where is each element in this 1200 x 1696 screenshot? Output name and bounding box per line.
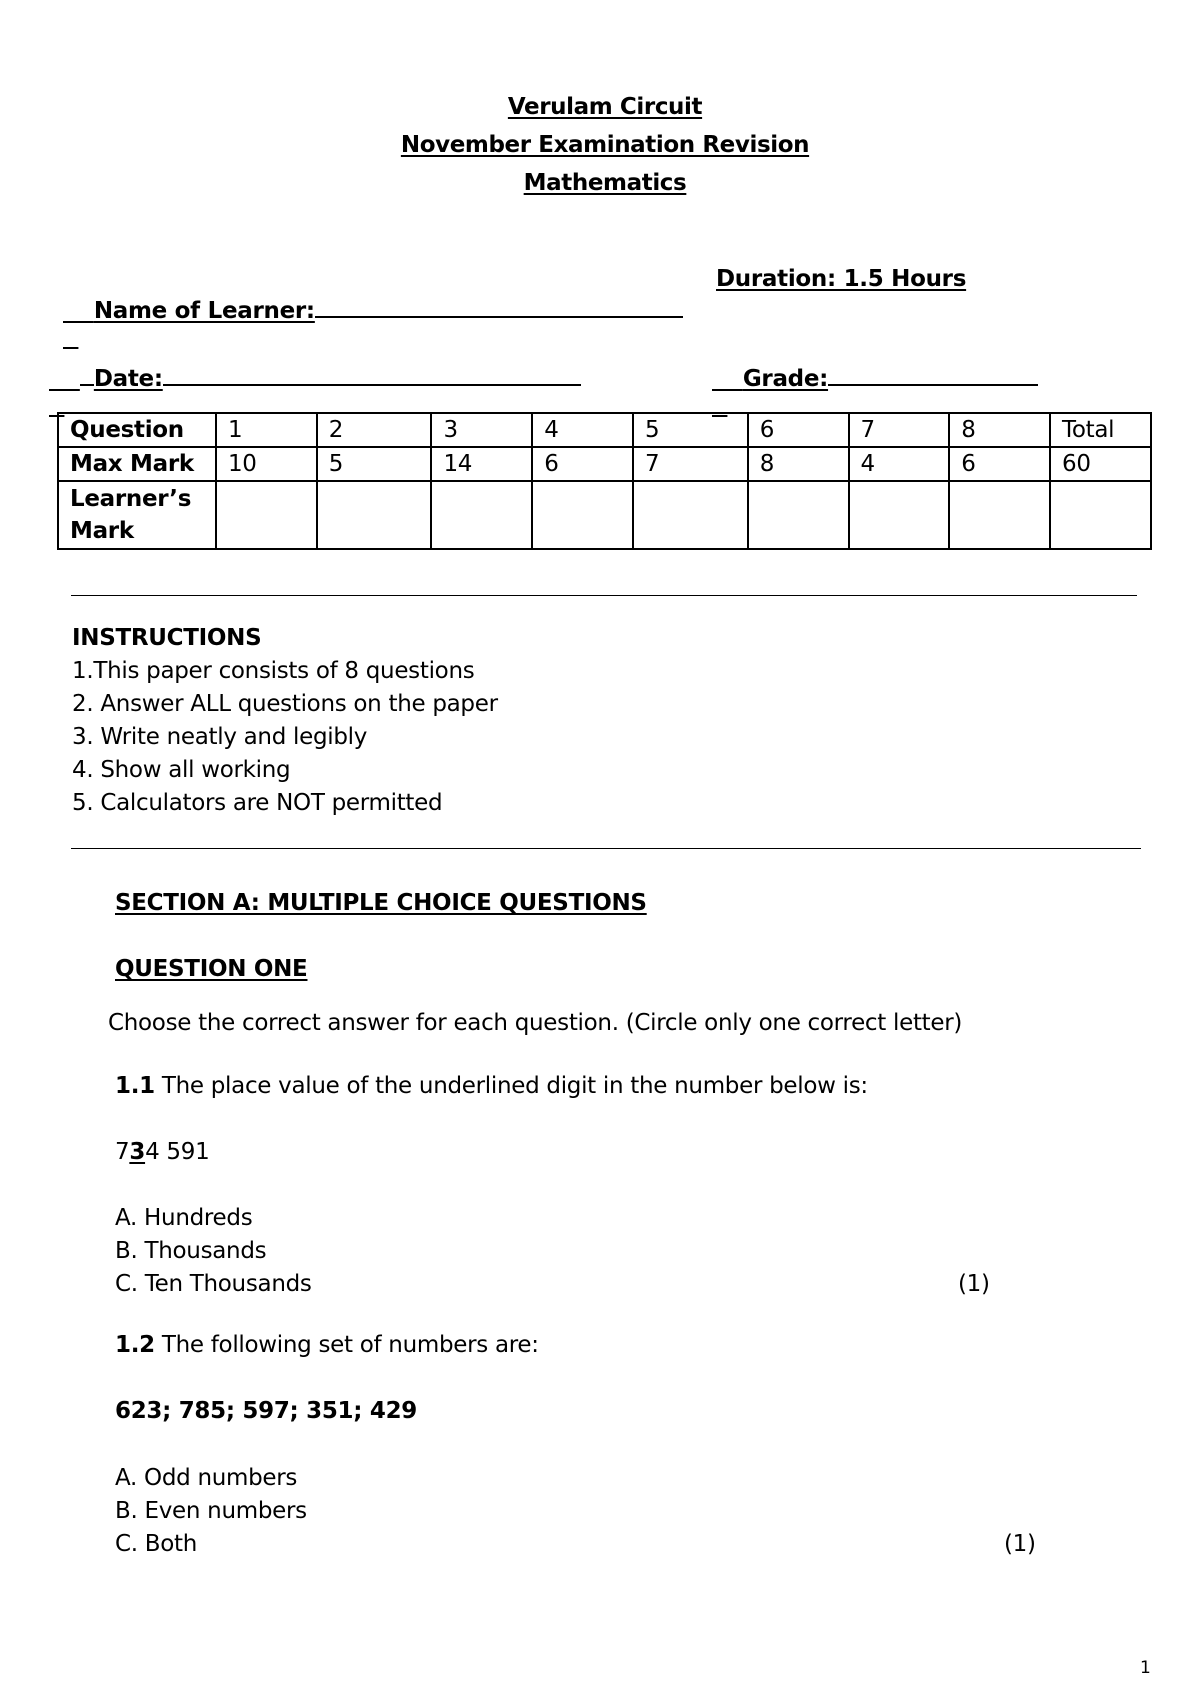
- question-cell: 3: [431, 413, 532, 447]
- learner-mark-cell[interactable]: [317, 481, 432, 549]
- question-1-2-number: 1.2: [115, 1332, 155, 1358]
- marks-table: [57, 412, 1152, 550]
- learner-mark-cell[interactable]: [216, 481, 317, 549]
- digits-after: 4 591: [145, 1139, 210, 1165]
- question-1-1-mark: (1): [958, 1271, 990, 1297]
- name-label: Name of Learner:: [93, 298, 315, 324]
- duration-label: Duration: 1.5 Hours: [716, 266, 967, 292]
- max-mark-cell: 8: [748, 447, 849, 481]
- question-one-heading: QUESTION ONE: [115, 956, 308, 982]
- date-blank[interactable]: [163, 360, 581, 386]
- learner-mark-cell[interactable]: [748, 481, 849, 549]
- max-mark-cell: 4: [849, 447, 950, 481]
- max-mark-cell: 5: [317, 447, 432, 481]
- instruction-item: 3. Write neatly and legibly: [72, 724, 368, 750]
- learner-mark-cell[interactable]: [431, 481, 532, 549]
- learner-mark-cell[interactable]: [633, 481, 748, 549]
- grade-label: Grade:: [742, 366, 829, 392]
- max-mark-row: [58, 447, 1151, 481]
- question-1-2: [115, 1332, 539, 1358]
- question-row: [58, 413, 1151, 447]
- instruction-item: 4. Show all working: [72, 757, 291, 783]
- question-cell: 8: [949, 413, 1050, 447]
- question-1-1-value: [115, 1139, 209, 1165]
- question-cell-total: Total: [1050, 413, 1151, 447]
- max-mark-cell-total: 60: [1050, 447, 1151, 481]
- title-circuit: Verulam Circuit: [507, 94, 703, 120]
- grade-field[interactable]: [712, 334, 1038, 418]
- max-mark-cell: 14: [431, 447, 532, 481]
- learner-mark-cell[interactable]: [849, 481, 950, 549]
- name-blank[interactable]: [315, 292, 683, 318]
- option-c[interactable]: C. Ten Thousands: [115, 1271, 312, 1297]
- instructions-heading: INSTRUCTIONS: [72, 625, 262, 651]
- divider-bottom: [71, 848, 1141, 849]
- question-1-2-numbers: 623; 785; 597; 351; 429: [115, 1398, 417, 1424]
- option-a[interactable]: A. Hundreds: [115, 1205, 253, 1231]
- option-c[interactable]: C. Both: [115, 1531, 198, 1557]
- question-header: Question: [58, 413, 216, 447]
- question-1-1: [115, 1073, 868, 1099]
- option-a[interactable]: A. Odd numbers: [115, 1465, 298, 1491]
- learner-mark-row: [58, 481, 1151, 549]
- underlined-digit: 3: [129, 1139, 146, 1165]
- title-subject: Mathematics: [523, 170, 687, 196]
- question-cell: 5: [633, 413, 748, 447]
- max-mark-cell: 6: [532, 447, 633, 481]
- question-cell: 2: [317, 413, 432, 447]
- max-mark-header: Max Mark: [58, 447, 216, 481]
- max-mark-cell: 10: [216, 447, 317, 481]
- question-1-1-text: The place value of the underlined digit in the number below is:: [154, 1073, 868, 1099]
- learner-mark-header: Learner’s Mark: [58, 481, 216, 549]
- grade-blank[interactable]: [828, 360, 1038, 386]
- page-number: 1: [1140, 1658, 1151, 1678]
- digit-before: 7: [115, 1139, 130, 1165]
- learner-mark-cell[interactable]: [949, 481, 1050, 549]
- instruction-item: 1.This paper consists of 8 questions: [72, 658, 475, 684]
- section-a-heading: SECTION A: MULTIPLE CHOICE QUESTIONS: [115, 890, 647, 916]
- instruction-item: 5. Calculators are NOT permitted: [72, 790, 443, 816]
- question-1-2-text: The following set of numbers are:: [154, 1332, 539, 1358]
- title-exam: November Examination Revision: [400, 132, 810, 158]
- question-cell: 4: [532, 413, 633, 447]
- question-1-2-mark: (1): [1004, 1531, 1036, 1557]
- instruction-item: 2. Answer ALL questions on the paper: [72, 691, 498, 717]
- date-label: Date:: [93, 366, 163, 392]
- question-cell: 1: [216, 413, 317, 447]
- date-field[interactable]: [49, 334, 581, 418]
- learner-mark-cell-total[interactable]: [1050, 481, 1151, 549]
- max-mark-cell: 6: [949, 447, 1050, 481]
- option-b[interactable]: B. Even numbers: [115, 1498, 307, 1524]
- max-mark-cell: 7: [633, 447, 748, 481]
- question-cell: 7: [849, 413, 950, 447]
- option-b[interactable]: B. Thousands: [115, 1238, 267, 1264]
- divider-top: [71, 595, 1137, 596]
- section-a-instruction: Choose the correct answer for each question. (Circle only one correct letter): [108, 1010, 963, 1036]
- learner-mark-cell[interactable]: [532, 481, 633, 549]
- question-1-1-number: 1.1: [115, 1073, 155, 1099]
- question-cell: 6: [748, 413, 849, 447]
